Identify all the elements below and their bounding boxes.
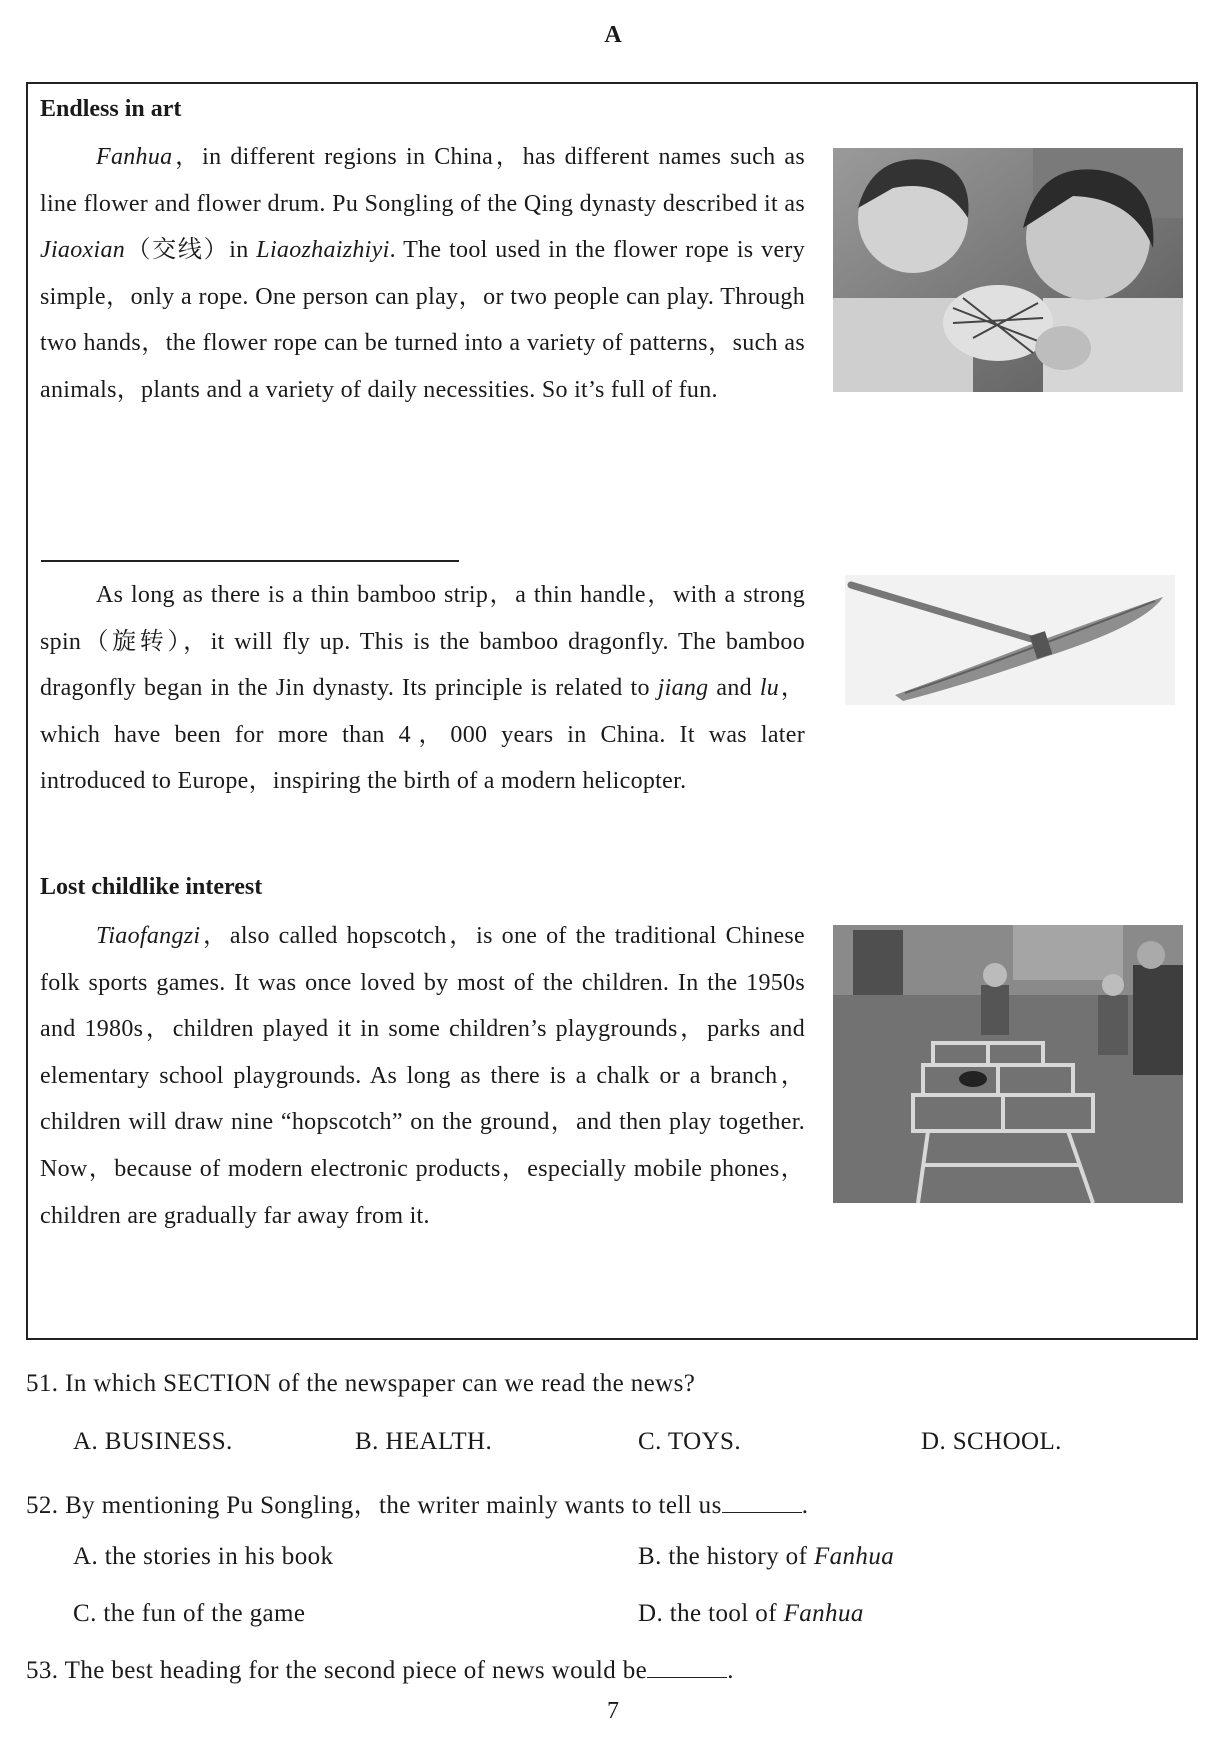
answer-blank[interactable] [722,1492,802,1513]
paragraph-fanhua [40,134,805,414]
q51-option-b[interactable]: B. HEALTH. [355,1428,493,1455]
p2-text-1: As long as there is a thin bamboo strip，a thin handle，with a strong spin（旋转），it will fly up. This is the bamboo dragonfly. The bamboo dragonfly began in the Jin dynasty. Its principle is related to [40,582,805,702]
q51-option-c[interactable]: C. TOYS. [638,1428,742,1455]
term-jiang: jiang [657,675,709,702]
question-51: 51. In which SECTION of the newspaper can we read the news? [26,1370,696,1397]
answer-blank[interactable] [647,1657,727,1678]
separator-line [41,560,459,562]
page-number: 7 [607,1698,619,1724]
q52-option-c[interactable]: C. the fun of the game [73,1600,306,1627]
p3-text-1: ，also called hopscotch，is one of the traditional Chinese folk sports games. It was once loved by most of the children. In the 1950s and 1980s，children played it in some children’s playgrounds，parks and elementary school playgrounds. As long as there is a chalk or a branch，children will draw nine “hopscotch” on the ground，and then play together. Now，because of modern electronic products，especially mobile phones，children are gradually far away from it. [40,923,805,1229]
question-53: 53. The best heading for the second piece of news would be . [26,1657,734,1684]
q52-stem: 52. By mentioning Pu Songling，the writer mainly wants to tell us [26,1492,722,1519]
paragraph-bamboo-dragonfly [40,572,805,805]
heading-endless-in-art: Endless in art [40,96,182,122]
question-52: 52. By mentioning Pu Songling，the writer mainly wants to tell us . [26,1492,809,1519]
paragraph-tiaofangzi [40,913,805,1239]
photo-bamboo-dragonfly [845,575,1175,705]
section-letter: A [604,22,622,48]
q52-d-text: D. the tool of [638,1600,784,1627]
q52-b-term: Fanhua [813,1543,895,1570]
q51-option-a[interactable]: A. BUSINESS. [73,1428,233,1455]
term-fanhua: Fanhua [96,144,173,170]
q52-option-a[interactable]: A. the stories in his book [73,1543,334,1570]
q52-option-d[interactable] [638,1600,864,1628]
q52-d-term: Fanhua [783,1600,864,1627]
term-liaozhaizhiyi: Liaozhaizhiyi [256,237,390,264]
heading-lost-childlike-interest: Lost childlike interest [40,874,263,900]
photo-children-string-game [833,148,1183,392]
q52-b-text: B. the history of [638,1543,814,1570]
photo-hopscotch [833,925,1183,1203]
p2-text-2: and [708,675,760,702]
q53-stem: 53. The best heading for the second piece of news would be [26,1657,648,1684]
q51-option-d[interactable]: D. SCHOOL. [921,1428,1062,1455]
term-tiaofangzi: Tiaofangzi [96,923,201,949]
p1-text-2: （交线）in [125,237,257,264]
term-jiaoxian: Jiaoxian [40,237,126,264]
term-lu: lu [759,675,780,702]
p2-text-3: ，which have been for more than 4，000 years in China. It was later introduced to Europe，inspiring the birth of a modern helicopter. [40,675,805,795]
p1-text-3: . The tool used in the flower rope is very simple，only a rope. One person can play，or two people can play. Through two hands，the flower rope can be turned into a variety of patterns，such as animals，plants and a variety of daily necessities. So it’s full of fun. [40,237,805,403]
q52-option-b[interactable] [638,1543,894,1571]
p1-text-1: ，in different regions in China，has different names such as line flower and flower drum. Pu Songling of the Qing dynasty described it as [40,144,805,217]
